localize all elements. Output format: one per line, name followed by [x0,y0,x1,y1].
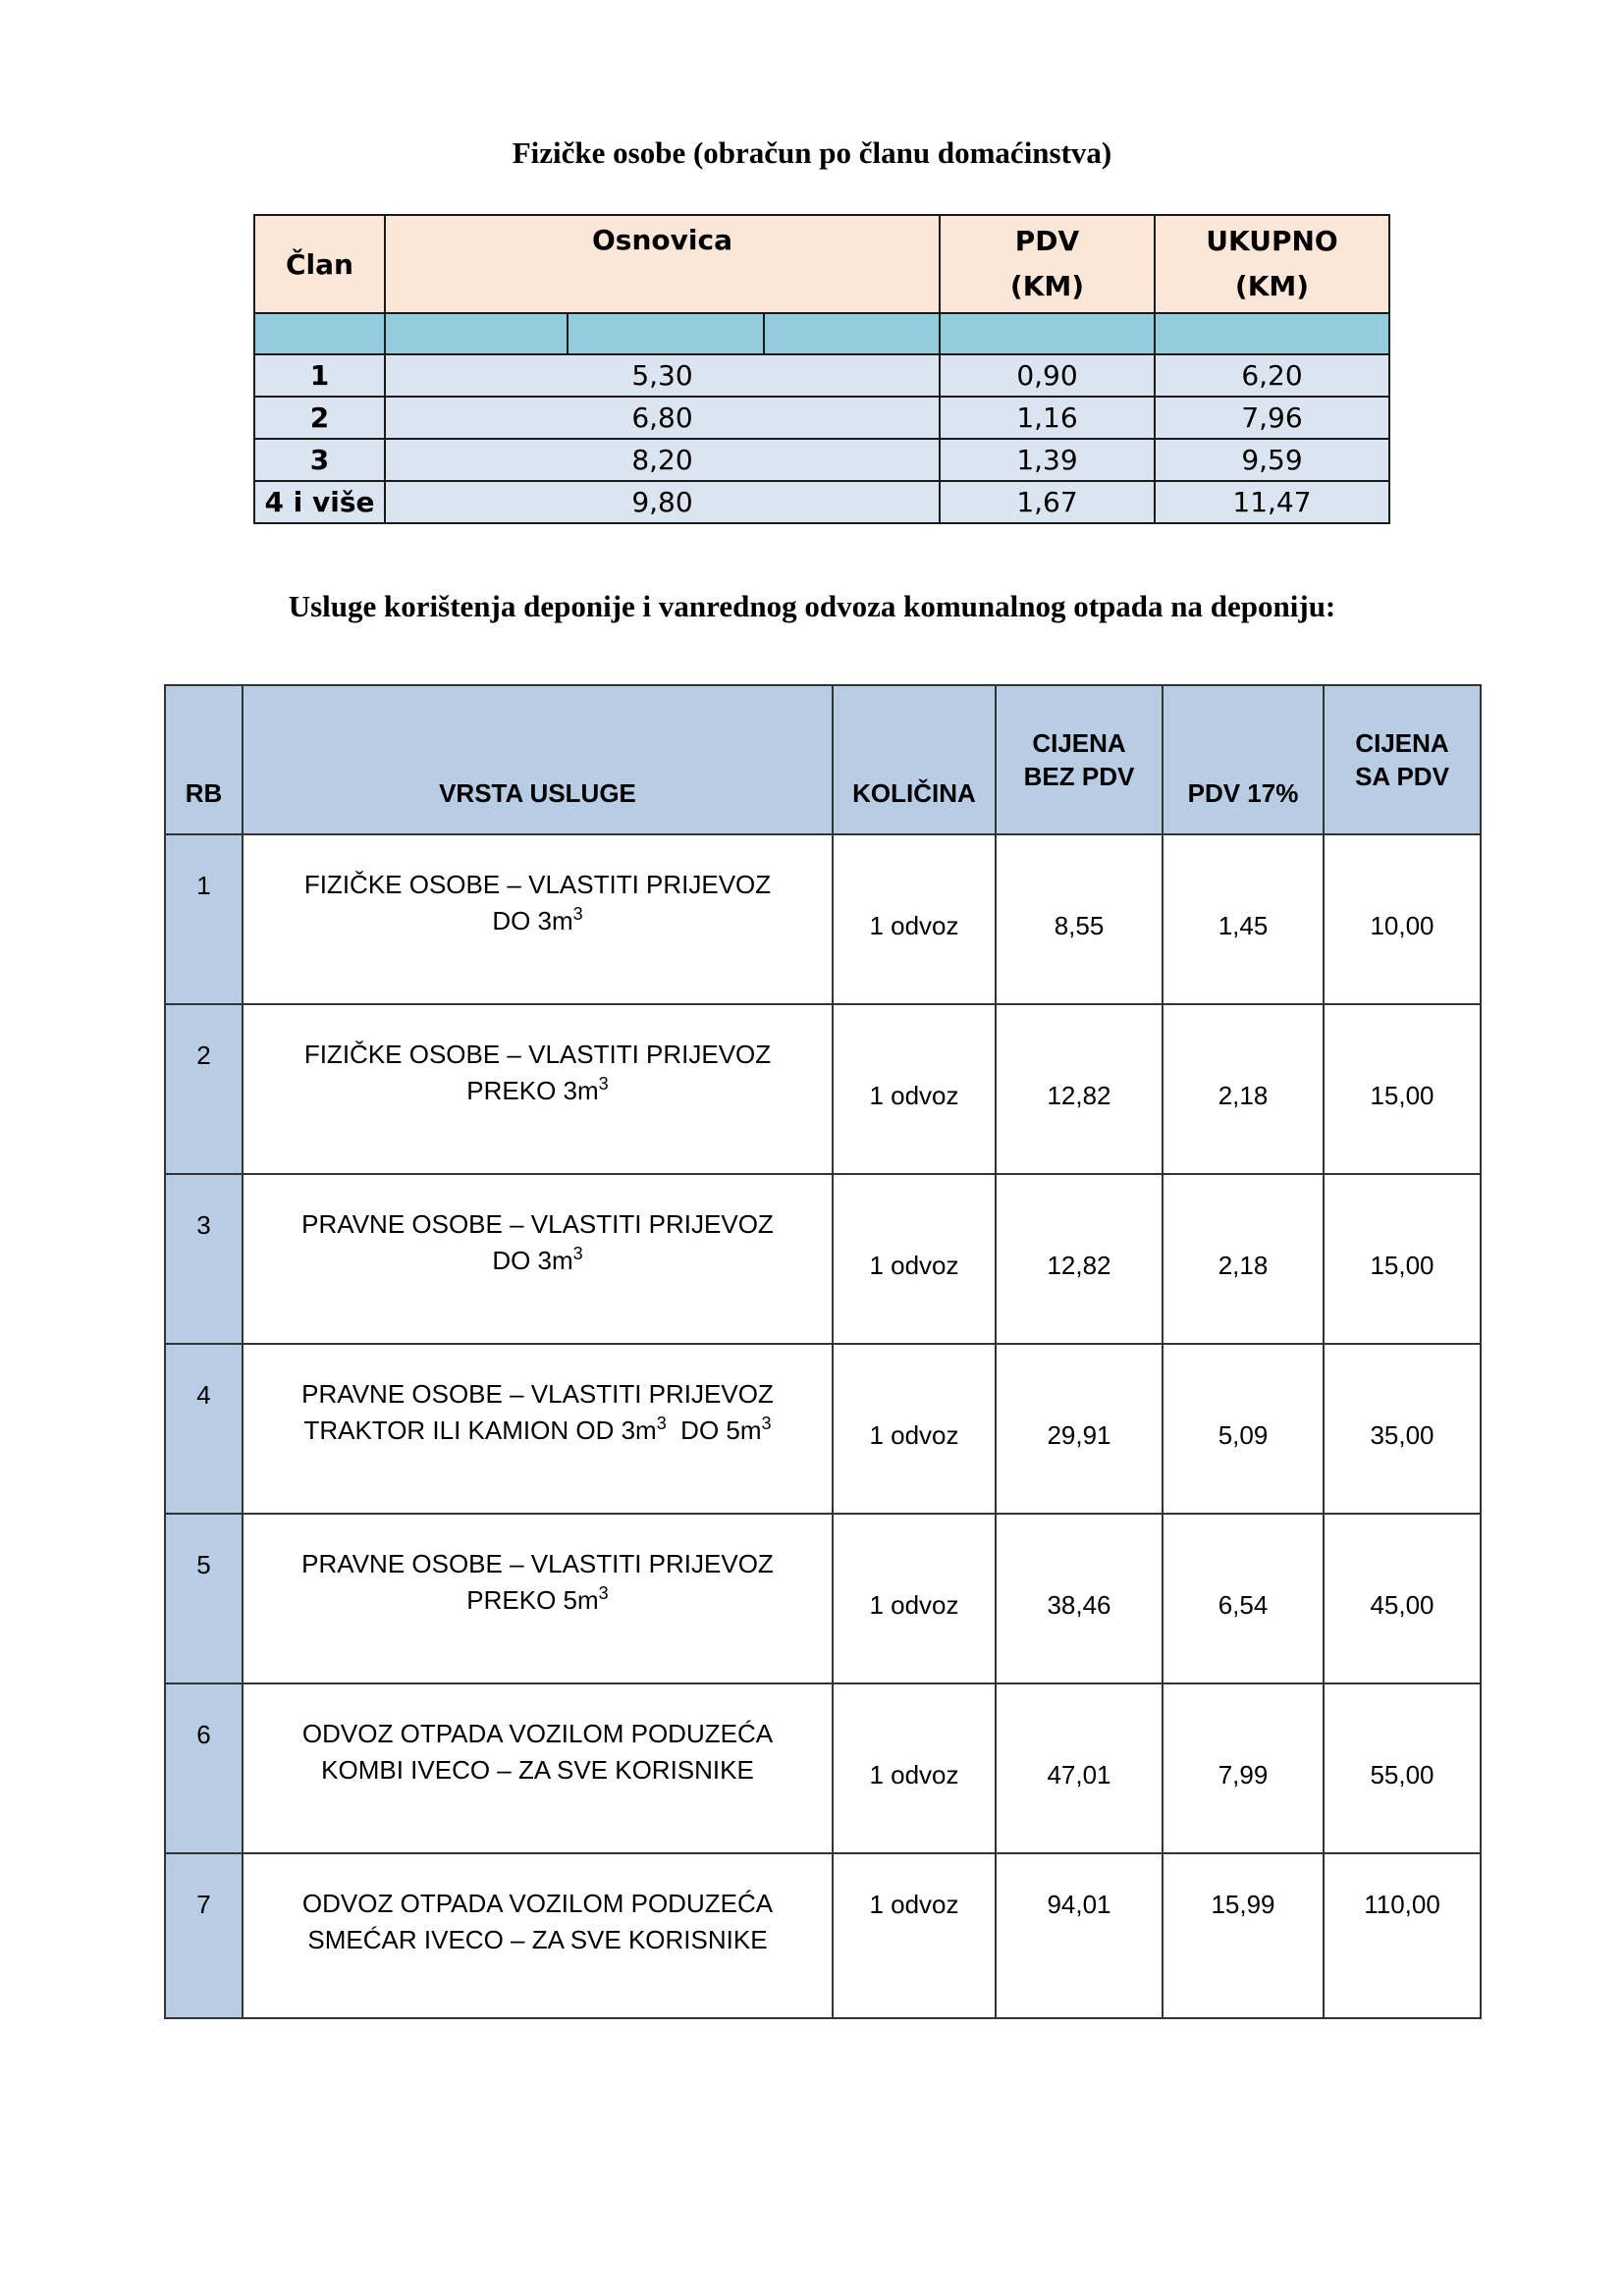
band-cell [1155,313,1389,354]
band-cell [568,313,764,354]
usluga-line2a: TRAKTOR ILI KAMION OD 3m [303,1415,657,1445]
cell-cijena-bez-pdv: 8,55 [996,834,1163,1004]
cell-kolicina: 1 odvoz [833,1683,996,1853]
superscript-3: 3 [572,1244,583,1263]
header-clan: Član [254,215,385,313]
band-cell [254,313,385,354]
superscript-3: 3 [656,1414,667,1433]
header-cijena-sa-pdv [1324,685,1481,834]
header-cijena-bez-pdv [996,685,1163,834]
cell-cijena-sa-pdv: 45,00 [1324,1514,1481,1683]
superscript-3: 3 [761,1414,772,1433]
table-row [165,1174,1481,1344]
cell-pdv: 15,99 [1163,1853,1324,2018]
table-row [254,439,1389,481]
usluga-line1: PRAVNE OSOBE – VLASTITI PRIJEVOZ [301,1209,774,1239]
header-cijena-bez-line1: CIJENA [1032,728,1126,758]
cell-rb: 5 [165,1514,243,1683]
header-osnovica: Osnovica [385,215,940,313]
cell-pdv: 2,18 [1163,1174,1324,1344]
usluga-line2b: DO 5m [666,1415,762,1445]
cell-pdv: 1,45 [1163,834,1324,1004]
cell-osnovica: 5,30 [385,354,940,397]
table1-header-row [254,215,1389,313]
usluga-line1: PRAVNE OSOBE – VLASTITI PRIJEVOZ [301,1549,774,1578]
cell-pdv: 6,54 [1163,1514,1324,1683]
cell-vrsta-usluge [243,1174,833,1344]
cell-ukupno: 6,20 [1155,354,1389,397]
cell-clan: 3 [254,439,385,481]
cell-cijena-sa-pdv: 15,00 [1324,1004,1481,1174]
cell-kolicina: 1 odvoz [833,1344,996,1514]
cell-rb: 4 [165,1344,243,1514]
cell-rb: 6 [165,1683,243,1853]
cell-ukupno: 7,96 [1155,397,1389,439]
table-row [254,481,1389,523]
cell-rb: 7 [165,1853,243,2018]
cell-kolicina: 1 odvoz [833,1174,996,1344]
header-pdv-line2: (KM) [1009,270,1085,302]
cell-rb: 2 [165,1004,243,1174]
fizicke-osobe-table [253,214,1390,524]
band-cell [764,313,940,354]
usluga-line2: PREKO 5m [466,1585,599,1615]
cell-osnovica: 8,20 [385,439,940,481]
table-row [165,1514,1481,1683]
header-rb: RB [165,685,243,834]
superscript-3: 3 [598,1074,609,1094]
cell-cijena-sa-pdv: 15,00 [1324,1174,1481,1344]
cell-vrsta-usluge [243,1344,833,1514]
header-pdv17: PDV 17% [1163,685,1324,834]
cell-rb: 3 [165,1174,243,1344]
usluga-line2: KOMBI IVECO – ZA SVE KORISNIKE [321,1755,754,1785]
header-ukupno-line2: (KM) [1234,270,1310,302]
cell-pdv: 2,18 [1163,1004,1324,1174]
band-cell [385,313,568,354]
usluga-line1: FIZIČKE OSOBE – VLASTITI PRIJEVOZ [303,870,772,899]
header-vrsta-usluge: VRSTA USLUGE [243,685,833,834]
header-cijena-bez-line2: BEZ PDV [1023,762,1135,791]
cell-cijena-bez-pdv: 47,01 [996,1683,1163,1853]
usluge-deponije-table [164,684,1482,2019]
band-cell [940,313,1155,354]
usluga-line1: FIZIČKE OSOBE – VLASTITI PRIJEVOZ [303,1040,772,1069]
usluga-line1: ODVOZ OTPADA VOZILOM PODUZEĆA [301,1719,774,1748]
cell-rb: 1 [165,834,243,1004]
cell-clan: 1 [254,354,385,397]
header-kolicina: KOLIČINA [833,685,996,834]
cell-pdv: 1,67 [940,481,1155,523]
cell-vrsta-usluge [243,1514,833,1683]
cell-cijena-bez-pdv: 38,46 [996,1514,1163,1683]
usluga-line2: DO 3m [492,1246,573,1275]
cell-cijena-sa-pdv: 10,00 [1324,834,1481,1004]
cell-cijena-bez-pdv: 12,82 [996,1174,1163,1344]
cell-kolicina: 1 odvoz [833,834,996,1004]
header-cijena-sa-line1: CIJENA [1355,728,1449,758]
usluga-line2: SMEĆAR IVECO – ZA SVE KORISNIKE [307,1925,768,1954]
table-row [165,1004,1481,1174]
cell-ukupno: 9,59 [1155,439,1389,481]
cell-cijena-bez-pdv: 29,91 [996,1344,1163,1514]
header-cijena-sa-line2: SA PDV [1355,762,1449,791]
cell-pdv: 1,39 [940,439,1155,481]
cell-kolicina: 1 odvoz [833,1004,996,1174]
usluga-line1: PRAVNE OSOBE – VLASTITI PRIJEVOZ [301,1379,774,1409]
header-ukupno [1155,215,1389,313]
cell-osnovica: 9,80 [385,481,940,523]
title-usluge-deponije: Usluge korištenja deponije i vanrednog odvoza komunalnog otpada na deponiju: [288,589,1336,623]
table-row [254,397,1389,439]
cell-cijena-sa-pdv: 35,00 [1324,1344,1481,1514]
superscript-3: 3 [572,904,583,924]
cell-vrsta-usluge [243,1004,833,1174]
superscript-3: 3 [598,1583,609,1603]
cell-pdv: 1,16 [940,397,1155,439]
cell-cijena-sa-pdv: 55,00 [1324,1683,1481,1853]
table-row [165,1683,1481,1853]
cell-clan: 4 i više [254,481,385,523]
usluga-line2: PREKO 3m [466,1076,599,1105]
table-row [254,354,1389,397]
cell-cijena-sa-pdv: 110,00 [1324,1853,1481,2018]
cell-kolicina: 1 odvoz [833,1853,996,2018]
table1-band-row [254,313,1389,354]
cell-kolicina: 1 odvoz [833,1514,996,1683]
table2-header-row [165,685,1481,834]
header-pdv-line1: PDV [1014,225,1080,257]
cell-ukupno: 11,47 [1155,481,1389,523]
table-row [165,1344,1481,1514]
cell-cijena-bez-pdv: 12,82 [996,1004,1163,1174]
header-pdv [940,215,1155,313]
cell-osnovica: 6,80 [385,397,940,439]
cell-pdv: 7,99 [1163,1683,1324,1853]
usluga-line2: DO 3m [492,906,573,935]
header-ukupno-line1: UKUPNO [1206,225,1338,257]
cell-pdv: 5,09 [1163,1344,1324,1514]
cell-vrsta-usluge [243,1853,833,2018]
cell-clan: 2 [254,397,385,439]
cell-vrsta-usluge [243,1683,833,1853]
title-fizicke-osobe: Fizičke osobe (obračun po članu domaćinstva) [512,135,1112,170]
table-row [165,1853,1481,2018]
cell-vrsta-usluge [243,834,833,1004]
table-row [165,834,1481,1004]
cell-pdv: 0,90 [940,354,1155,397]
usluga-line1: ODVOZ OTPADA VOZILOM PODUZEĆA [301,1889,774,1918]
cell-cijena-bez-pdv: 94,01 [996,1853,1163,2018]
